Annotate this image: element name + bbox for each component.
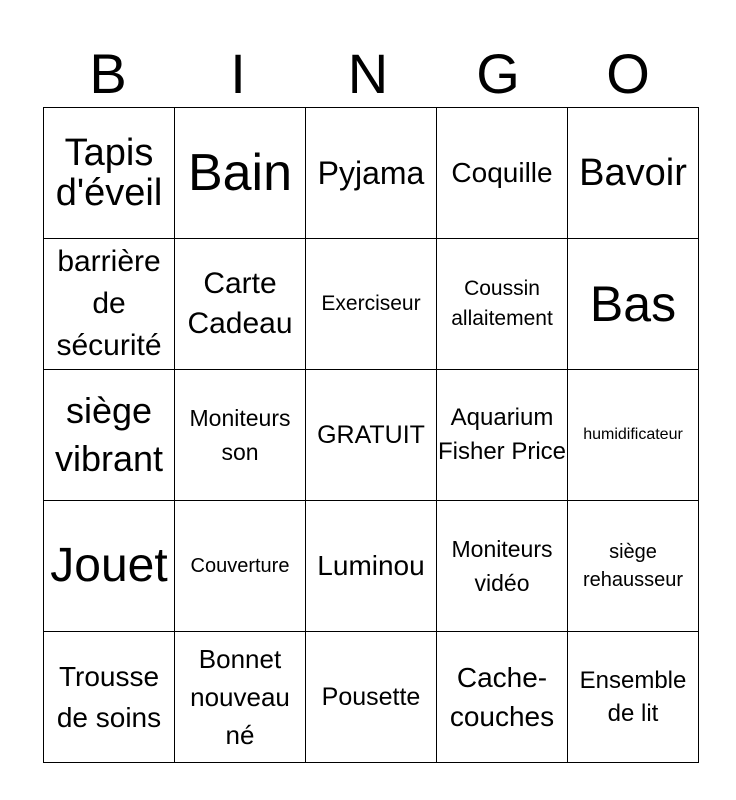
bingo-cell[interactable] <box>306 108 437 239</box>
cell-label: Coquille <box>451 157 553 188</box>
cell-label: Exerciseur <box>321 292 421 315</box>
board-row <box>44 501 699 632</box>
cell-label: Moniteurs son <box>189 405 291 465</box>
cell-label: Jouet <box>50 539 168 592</box>
cell-label: Luminou <box>317 550 425 581</box>
cell-label: Couverture <box>190 555 290 577</box>
bingo-cell[interactable] <box>175 239 306 370</box>
bingo-cell[interactable] <box>175 108 306 239</box>
cell-label: Cache-couches <box>449 662 555 732</box>
bingo-header <box>43 40 693 108</box>
board-row <box>44 632 699 763</box>
board-row <box>44 239 699 370</box>
bingo-cell[interactable] <box>306 370 437 501</box>
cell-label: Coussin allaitement <box>451 277 553 330</box>
board-row <box>44 370 699 501</box>
cell-label: GRATUIT <box>317 421 425 449</box>
cell-label: Bain <box>187 144 293 202</box>
bingo-cell[interactable] <box>437 632 568 763</box>
bingo-cell[interactable] <box>568 239 699 370</box>
cell-label: Tapis d'éveil <box>55 132 163 214</box>
cell-label: Pousette <box>321 683 421 711</box>
bingo-cell[interactable] <box>437 370 568 501</box>
bingo-cell[interactable] <box>306 239 437 370</box>
header-letter-n: N <box>347 42 389 105</box>
bingo-cell[interactable] <box>306 501 437 632</box>
bingo-cell[interactable] <box>175 632 306 763</box>
bingo-cell[interactable] <box>568 108 699 239</box>
bingo-cell[interactable] <box>568 501 699 632</box>
cell-label: barrière de sécurité <box>56 245 162 362</box>
cell-label: Ensemble de lit <box>579 667 687 727</box>
cell-label: siège vibrant <box>54 390 164 479</box>
bingo-cell[interactable] <box>44 501 175 632</box>
bingo-cell[interactable] <box>44 108 175 239</box>
bingo-cell[interactable] <box>306 632 437 763</box>
bingo-cell[interactable] <box>44 239 175 370</box>
bingo-cell[interactable] <box>568 370 699 501</box>
bingo-cell[interactable] <box>437 108 568 239</box>
cell-label: Bas <box>589 276 677 332</box>
header-letter-g: G <box>476 42 520 105</box>
bingo-cell[interactable] <box>44 370 175 501</box>
header-letter-o: O <box>606 42 650 105</box>
bingo-board <box>43 107 699 763</box>
cell-label: humidificateur <box>583 426 683 443</box>
bingo-cell[interactable] <box>568 632 699 763</box>
cell-label: Bonnet nouveau né <box>190 644 290 750</box>
board-row <box>44 108 699 239</box>
bingo-cell[interactable] <box>437 239 568 370</box>
cell-label: Trousse de soins <box>56 661 162 733</box>
cell-label: siège rehausseur <box>582 541 684 591</box>
bingo-cell[interactable] <box>175 501 306 632</box>
bingo-cell[interactable] <box>44 632 175 763</box>
cell-label: Aquarium Fisher Price <box>437 404 567 465</box>
cell-label: Moniteurs vidéo <box>451 536 553 596</box>
bingo-cell[interactable] <box>175 370 306 501</box>
header-letter-i: I <box>230 42 246 105</box>
header-letter-b: B <box>89 42 127 105</box>
cell-label: Bavoir <box>579 152 687 194</box>
cell-label: Pyjama <box>317 155 425 191</box>
cell-label: Carte Cadeau <box>187 267 293 340</box>
bingo-cell[interactable] <box>437 501 568 632</box>
